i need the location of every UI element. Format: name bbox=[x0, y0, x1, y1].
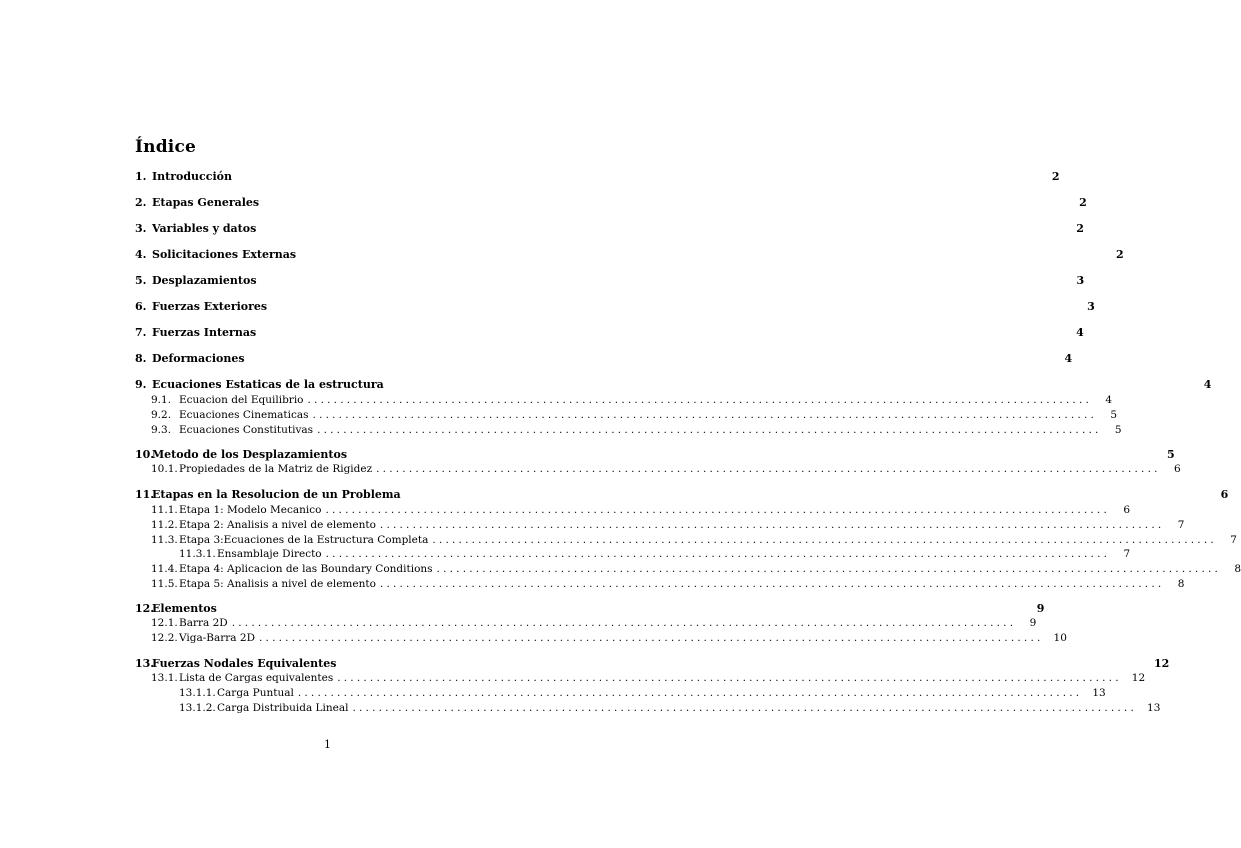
toc-entry-title: Ecuaciones Cinematicas bbox=[179, 409, 309, 421]
toc-entry-number: 13.1. bbox=[151, 672, 178, 684]
toc-subsection-entry[interactable] bbox=[151, 632, 1067, 644]
toc-dot-leader: ........................................................................................................................ bbox=[312, 409, 1098, 421]
toc-subsection-entry[interactable] bbox=[151, 578, 1185, 590]
toc-dot-leader: ........................................................................................................................ bbox=[376, 463, 1161, 475]
toc-entry-page: 6 bbox=[1173, 463, 1181, 475]
toc-entry-number: 11.1. bbox=[151, 504, 178, 516]
toc-entry-page: 2 bbox=[1076, 222, 1084, 235]
toc-dot-leader: ........................................................................................................................ bbox=[297, 687, 1083, 699]
toc-entry-number: 2. bbox=[135, 196, 147, 209]
toc-entry-page: 9 bbox=[1036, 602, 1045, 615]
toc-entry-title: Elementos bbox=[152, 602, 217, 615]
toc-entry-title: Ecuaciones Constitutivas bbox=[179, 424, 314, 436]
toc-entry-number: 11.2. bbox=[151, 519, 178, 531]
toc-entry-title: Etapas en la Resolucion de un Problema bbox=[152, 488, 401, 501]
toc-subsection-entry[interactable] bbox=[179, 702, 1161, 714]
toc-subsection-entry[interactable] bbox=[179, 548, 1131, 560]
toc-entry-page: 12 bbox=[1154, 657, 1170, 670]
toc-entry-page: 2 bbox=[1051, 170, 1060, 183]
toc-entry-title: Ecuacion del Equilibrio bbox=[179, 394, 304, 406]
toc-entry-page: 7 bbox=[1177, 519, 1185, 531]
toc-subsection-entry[interactable] bbox=[151, 409, 1118, 421]
toc-entry-number: 13.1.1. bbox=[179, 687, 216, 699]
toc-entry-number: 3. bbox=[135, 222, 147, 235]
toc-subsection-entry[interactable] bbox=[151, 563, 1241, 575]
toc-entry-page: 8 bbox=[1177, 578, 1185, 590]
toc-entry-page: 6 bbox=[1123, 504, 1131, 516]
toc-subsection-entry[interactable] bbox=[151, 617, 1037, 629]
toc-entry-number: 7. bbox=[135, 326, 147, 339]
toc-entry-title: Etapa 2: Analisis a nivel de elemento bbox=[179, 519, 376, 531]
toc-section-entry[interactable] bbox=[135, 378, 1212, 391]
toc-dot-leader: ........................................................................................................................ bbox=[432, 534, 1217, 546]
toc-entry-number: 11. bbox=[135, 488, 155, 501]
toc-dot-leader: ........................................................................................................................ bbox=[337, 672, 1122, 684]
toc-entry-number: 9.1. bbox=[151, 394, 172, 406]
toc-entry-number: 9.2. bbox=[151, 409, 172, 421]
toc-dot-leader: ........................................................................................................................ bbox=[379, 578, 1165, 590]
toc-entry-title: Propiedades de la Matriz de Rigidez bbox=[179, 463, 373, 475]
toc-entry-title: Etapa 1: Modelo Mecanico bbox=[179, 504, 322, 516]
toc-entry-title: Barra 2D bbox=[179, 617, 228, 629]
toc-entry-page: 6 bbox=[1220, 488, 1229, 501]
toc-section-entry[interactable] bbox=[135, 248, 1124, 261]
toc-section-entry[interactable] bbox=[135, 170, 1060, 183]
toc-entry-title: Introducción bbox=[152, 170, 232, 183]
toc-dot-leader: ........................................................................................................................ bbox=[307, 394, 1093, 406]
toc-entry-number: 10. bbox=[135, 448, 155, 461]
toc-entry-page: 4 bbox=[1203, 378, 1212, 391]
toc-entry-page: 13 bbox=[1147, 702, 1161, 714]
toc-entry-number: 1. bbox=[135, 170, 147, 183]
toc-entry-title: Etapa 4: Aplicacion de las Boundary Conditions bbox=[179, 563, 433, 575]
toc-dot-leader: ........................................................................................................................ bbox=[259, 632, 1044, 644]
toc-section-entry[interactable] bbox=[135, 222, 1084, 235]
toc-entry-number: 4. bbox=[135, 248, 147, 261]
toc-entry-number: 6. bbox=[135, 300, 147, 313]
toc-subsection-entry[interactable] bbox=[151, 534, 1237, 546]
toc-entry-page: 2 bbox=[1079, 196, 1087, 209]
toc-entry-page: 2 bbox=[1116, 248, 1124, 261]
page-number: 1 bbox=[324, 738, 331, 751]
toc-entry-title: Lista de Cargas equivalentes bbox=[179, 672, 334, 684]
toc-entry-title: Etapa 3:Ecuaciones de la Estructura Completa bbox=[179, 534, 429, 546]
toc-entry-page: 4 bbox=[1064, 352, 1073, 365]
toc-entry-title: Carga Puntual bbox=[217, 687, 294, 699]
toc-entry-page: 5 bbox=[1166, 448, 1175, 461]
toc-entry-page: 9 bbox=[1029, 617, 1037, 629]
toc-entry-number: 12.1. bbox=[151, 617, 178, 629]
toc-entry-title: Metodo de los Desplazamientos bbox=[152, 448, 348, 461]
toc-entry-page: 3 bbox=[1087, 300, 1095, 313]
toc-entry-page: 3 bbox=[1076, 274, 1085, 287]
toc-entry-number: 8. bbox=[135, 352, 147, 365]
toc-entry-page: 8 bbox=[1234, 563, 1241, 575]
toc-section-entry[interactable] bbox=[135, 326, 1084, 339]
toc-entry-page: 10 bbox=[1053, 632, 1067, 644]
toc-dot-leader: ........................................................................................................................ bbox=[325, 504, 1111, 516]
toc-entry-title: Variables y datos bbox=[152, 222, 257, 235]
toc-dot-leader: ........................................................................................................................ bbox=[317, 424, 1102, 436]
toc-entry-number: 13. bbox=[135, 657, 155, 670]
toc-entry-number: 11.3. bbox=[151, 534, 178, 546]
toc-entry-title: Solicitaciones Externas bbox=[152, 248, 297, 261]
toc-entry-title: Etapa 5: Analisis a nivel de elemento bbox=[179, 578, 376, 590]
toc-subsection-entry[interactable] bbox=[179, 687, 1106, 699]
toc-entry-title: Carga Distribuida Lineal bbox=[217, 702, 349, 714]
toc-dot-leader: ........................................................................................................................ bbox=[325, 548, 1111, 560]
toc-entry-page: 5 bbox=[1110, 409, 1118, 421]
toc-entry-number: 12.2. bbox=[151, 632, 178, 644]
toc-entry-title: Fuerzas Nodales Equivalentes bbox=[152, 657, 337, 670]
toc-entry-page: 7 bbox=[1230, 534, 1237, 546]
toc-entry-title: Desplazamientos bbox=[152, 274, 257, 287]
toc-entry-title: Ecuaciones Estaticas de la estructura bbox=[152, 378, 384, 391]
toc-section-entry[interactable] bbox=[135, 488, 1229, 501]
toc-title: Índice bbox=[135, 137, 197, 157]
toc-entry-number: 9. bbox=[135, 378, 147, 391]
toc-section-entry[interactable] bbox=[135, 448, 1175, 461]
toc-entry-page: 12 bbox=[1131, 672, 1146, 684]
toc-subsection-entry[interactable] bbox=[151, 504, 1131, 516]
toc-entry-title: Ensamblaje Directo bbox=[217, 548, 322, 560]
toc-subsection-entry[interactable] bbox=[151, 394, 1113, 406]
toc-entry-number: 11.4. bbox=[151, 563, 178, 575]
toc-entry-number: 5. bbox=[135, 274, 147, 287]
toc-entry-title: Viga-Barra 2D bbox=[179, 632, 255, 644]
toc-section-entry[interactable] bbox=[135, 196, 1087, 209]
toc-section-entry[interactable] bbox=[135, 274, 1085, 287]
toc-section-entry[interactable] bbox=[135, 602, 1045, 615]
toc-entry-title: Deformaciones bbox=[152, 352, 245, 365]
toc-subsection-entry[interactable] bbox=[151, 519, 1185, 531]
toc-subsection-entry[interactable] bbox=[151, 672, 1146, 684]
toc-entry-page: 7 bbox=[1123, 548, 1131, 560]
toc-entry-number: 11.5. bbox=[151, 578, 178, 590]
toc-entry-number: 12. bbox=[135, 602, 155, 615]
toc-entry-page: 4 bbox=[1076, 326, 1084, 339]
toc-section-entry[interactable] bbox=[135, 300, 1095, 313]
toc-dot-leader: ........................................................................................................................ bbox=[379, 519, 1165, 531]
toc-entry-title: Fuerzas Exteriores bbox=[152, 300, 268, 313]
toc-entry-page: 13 bbox=[1092, 687, 1106, 699]
toc-dot-leader: ........................................................................................................................ bbox=[352, 702, 1138, 714]
toc-dot-leader: ........................................................................................................................ bbox=[436, 563, 1222, 575]
toc-entry-number: 13.1.2. bbox=[179, 702, 216, 714]
toc-entry-title: Fuerzas Internas bbox=[152, 326, 257, 339]
toc-subsection-entry[interactable] bbox=[151, 463, 1181, 475]
toc-subsection-entry[interactable] bbox=[151, 424, 1122, 436]
toc-entry-page: 5 bbox=[1114, 424, 1122, 436]
toc-entry-title: Etapas Generales bbox=[152, 196, 260, 209]
toc-entry-number: 9.3. bbox=[151, 424, 172, 436]
toc-section-entry[interactable] bbox=[135, 657, 1170, 670]
toc-entry-number: 11.3.1. bbox=[179, 548, 216, 560]
toc-dot-leader: ........................................................................................................................ bbox=[231, 617, 1017, 629]
toc-entry-page: 4 bbox=[1105, 394, 1113, 406]
toc-entry-number: 10.1. bbox=[151, 463, 178, 475]
toc-section-entry[interactable] bbox=[135, 352, 1073, 365]
